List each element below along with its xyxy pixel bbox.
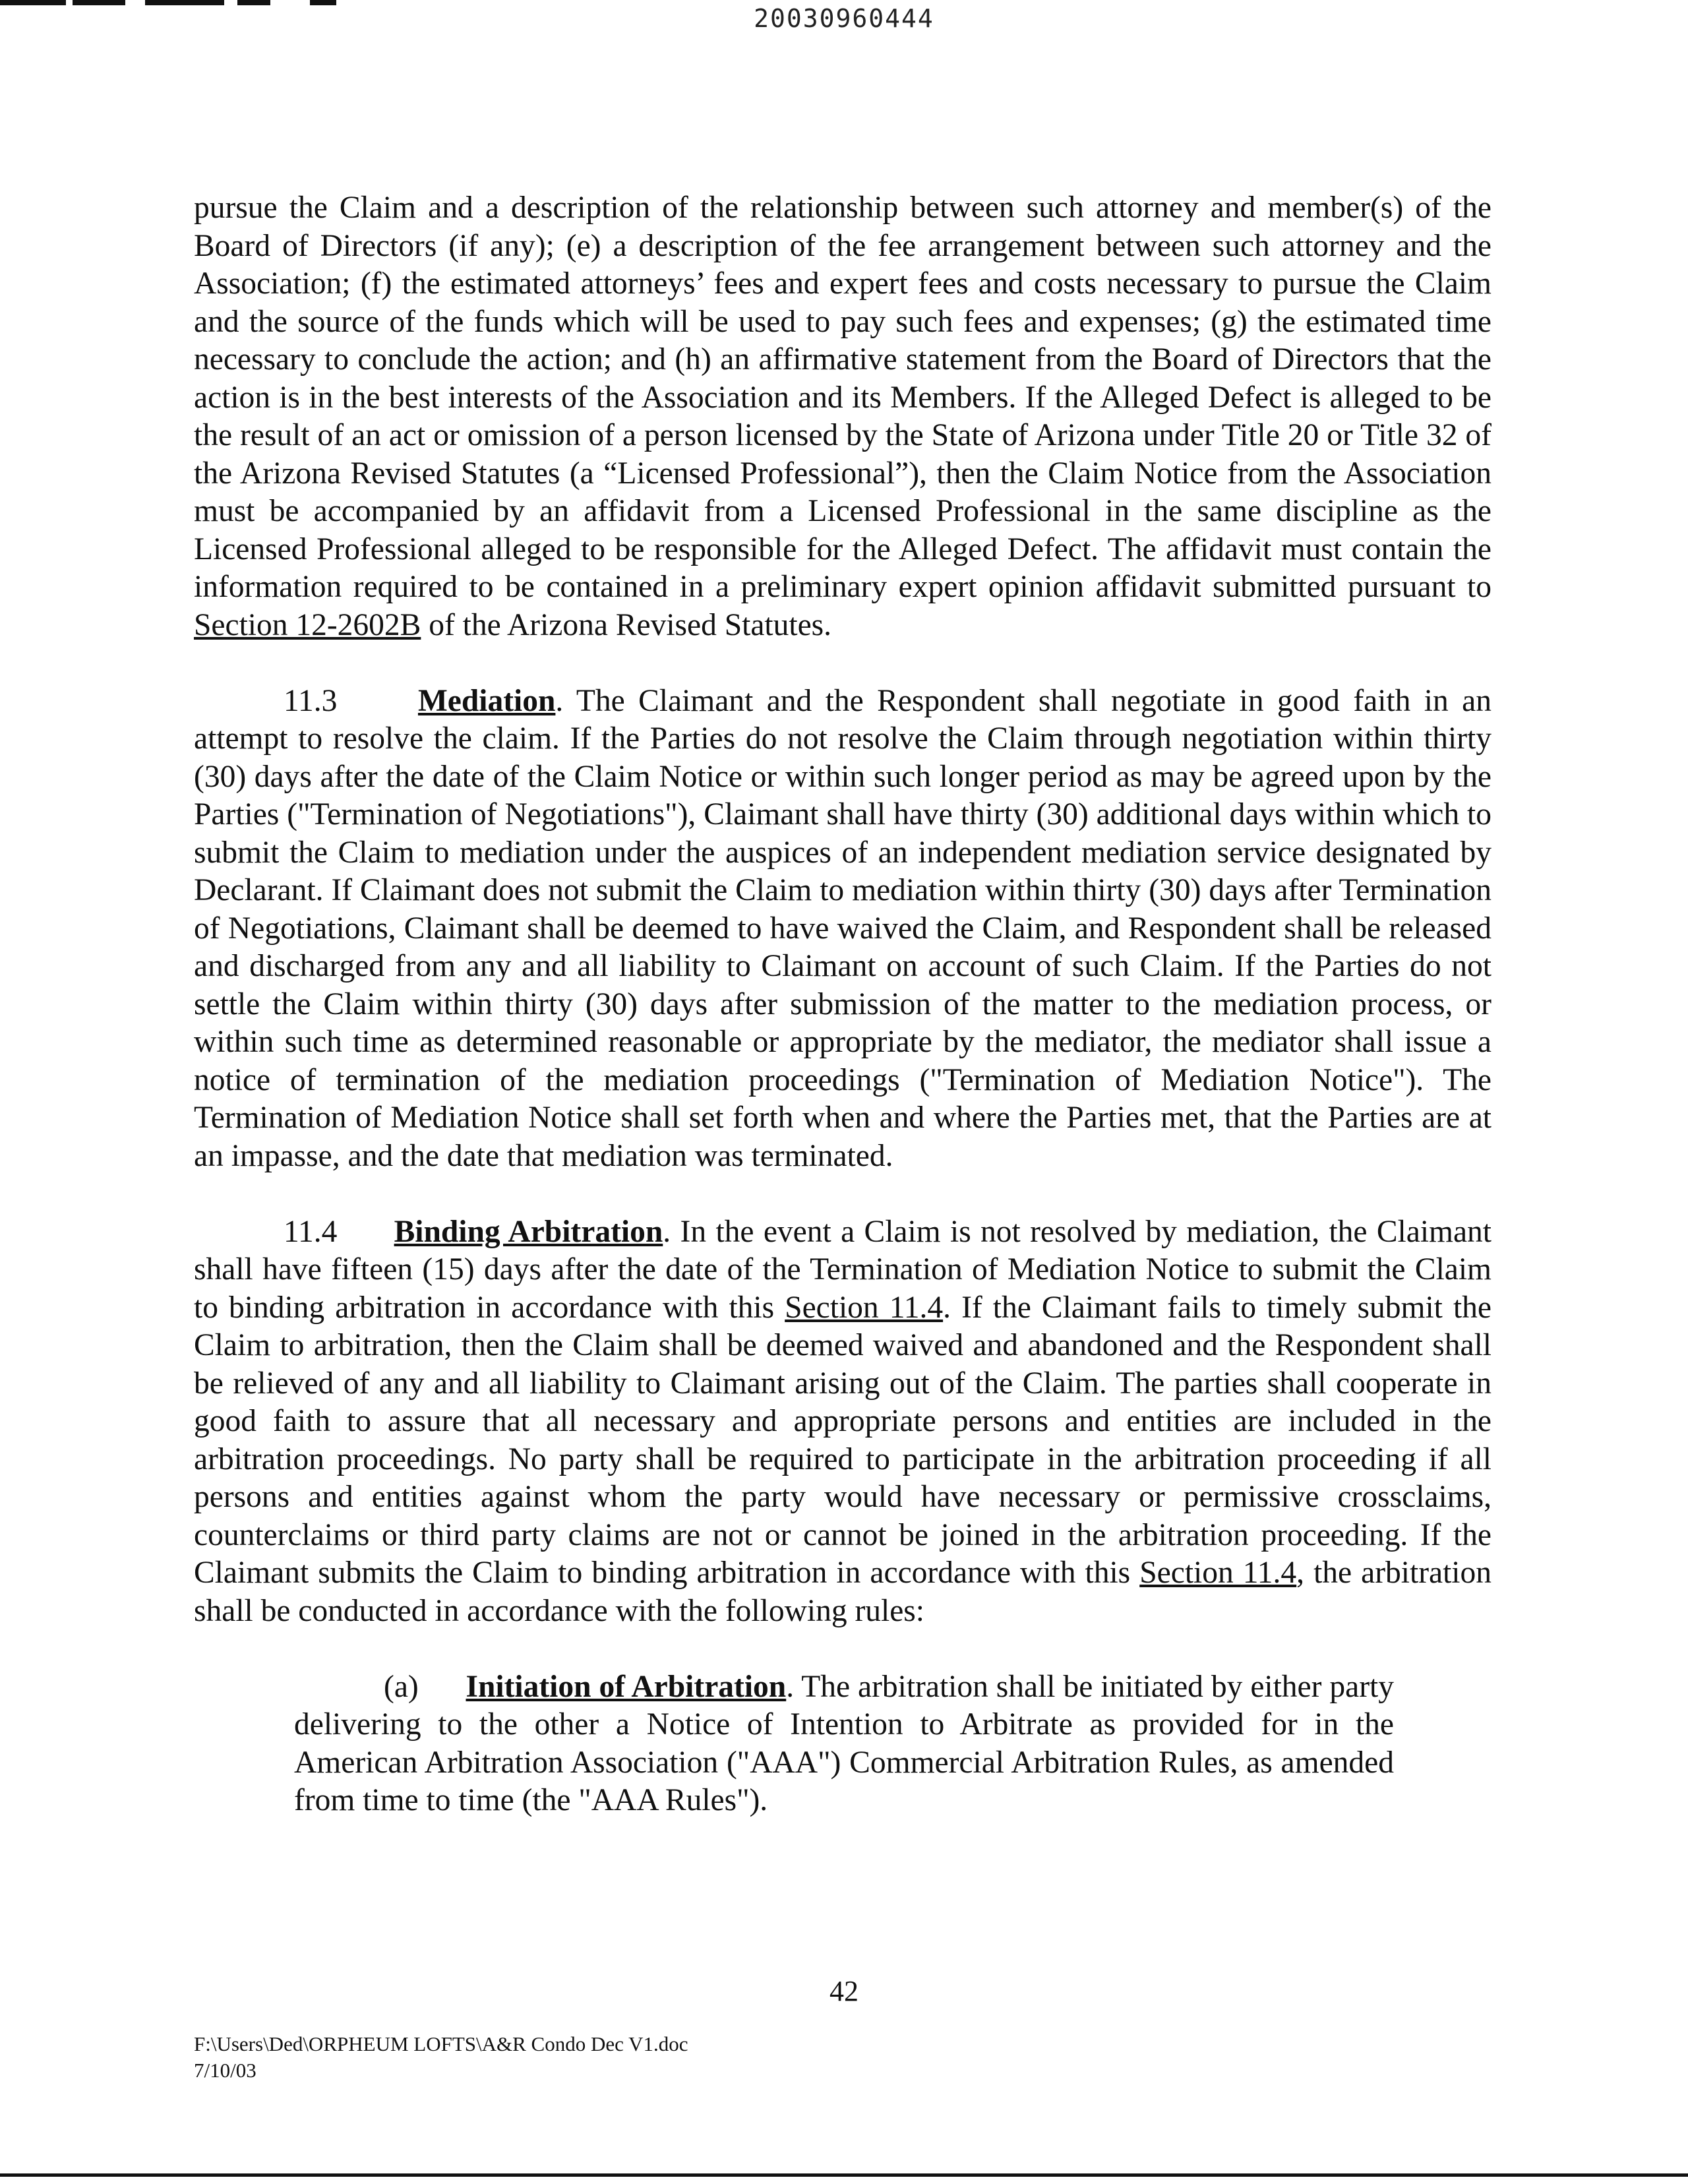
subsection-heading: Initiation of Arbitration bbox=[466, 1669, 787, 1704]
document-number: 20030960444 bbox=[754, 4, 934, 33]
section-11-4: 11.4 Binding Arbitration. In the event a Claim is not resolved by mediation, the Claimant shall have fifteen (15) days after the date of the Termination of Mediation Notice to submit the Claim to binding arbitration in accordance with this Section 11.4. If the Claimant fails to timely submit the Claim to arbitration, then the Claim shall be deemed waived and abandoned and the Respondent shall be relieved of any and all liability to Claimant arising out of the Claim. The parties shall cooperate in good faith to assure that all necessary and appropriate persons and entities are included in the arbitration proceedings. No party shall be required to participate in the arbitration proceeding if all persons and entities against whom the party would have necessary or permissive crossclaims, counterclaims or third party claims are not or cannot be joined in the arbitration proceeding. If the Claimant submits the Claim to binding arbitration in accordance with this Section 11.4, the arbitration shall be conducted in accordance with the following rules: bbox=[194, 1214, 1492, 1628]
footer-date: 7/10/03 bbox=[194, 2059, 256, 2082]
document-body bbox=[194, 189, 1492, 1820]
footer bbox=[194, 2031, 688, 2084]
paragraph-continuation: pursue the Claim and a description of the relationship between such attorney and member(s) of the Board of Directors (if any); (e) a description of the fee arrangement between such attorney and the Association; (f) the estimated attorneys’ fees and expert fees and costs necessary to pursue the Claim and the source of the funds which will be used to pay such fees and expenses; (g) the estimated time necessary to conclude the action; and (h) an affirmative statement from the Board of Directors that the action is in the best interests of the Association and its Members. If the Alleged Defect is alleged to be the result of an act or omission of a person licensed by the State of Arizona under Title 20 or Title 32 of the Arizona Revised Statutes (a “Licensed Professional”), then the Claim Notice from the Association must be accompanied by an affidavit from a Licensed Professional in the same discipline as the Licensed Professional alleged to be responsible for the Alleged Defect. The affidavit must contain the information required to be contained in a preliminary expert opinion affidavit submitted pursuant to Section 12-2602B of the Arizona Revised Statutes. bbox=[194, 191, 1492, 642]
section-11-3: 11.3 Mediation. The Claimant and the Respondent shall negotiate in good faith in an attempt to resolve the claim. If the Parties do not resolve the Claim through negotiation within thirty (30) days after the date of the Claim Notice or within such longer period as may be agreed upon by the Parties ("Termination of Negotiations"), Claimant shall have thirty (30) additional days within which to submit the Claim to mediation under the auspices of an independent mediation service designated by Declarant. If Claimant does not submit the Claim to mediation within thirty (30) days after Termination of Negotiations, Claimant shall be deemed to have waived the Claim, and Respondent shall be released and discharged from any and all liability to Claimant on account of such Claim. If the Parties do not settle the Claim within thirty (30) days after submission of the matter to the mediation process, or within such time as determined reasonable or appropriate by the mediator, the mediator shall issue a notice of termination of the mediation proceedings ("Termination of Mediation Notice"). The Termination of Mediation Notice shall set forth when and where the Parties met, that the Parties are at an impasse, and the date that mediation was terminated. bbox=[194, 683, 1492, 1173]
section-heading: Binding Arbitration bbox=[394, 1214, 663, 1249]
section-number: 11.3 bbox=[284, 683, 338, 718]
page-number: 42 bbox=[829, 1975, 859, 2007]
footer-file-path: F:\Users\Ded\ORPHEUM LOFTS\A&R Condo Dec V1.doc bbox=[194, 2032, 688, 2055]
section-number: 11.4 bbox=[284, 1214, 338, 1249]
subsection-a: (a) Initiation of Arbitration. The arbitration shall be initiated by either party delivering to the other a Notice of Intention to Arbitrate as provided for in the American Arbitration Association ("AAA") Commercial Arbitration Rules, as amended from time to time (the "AAA Rules"). bbox=[294, 1669, 1395, 1817]
bottom-rule bbox=[0, 2173, 1688, 2177]
section-reference: Section 11.4 bbox=[785, 1290, 944, 1325]
section-reference: Section 11.4 bbox=[1139, 1556, 1297, 1590]
subsection-label: (a) bbox=[384, 1669, 419, 1704]
section-heading: Mediation bbox=[417, 683, 556, 718]
section-reference: Section 12-2602B bbox=[194, 607, 421, 642]
